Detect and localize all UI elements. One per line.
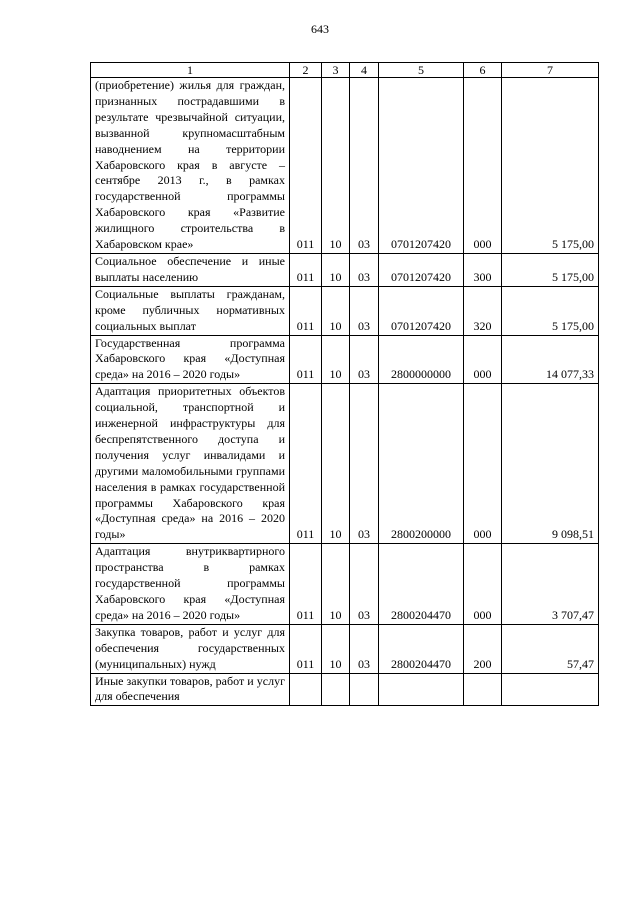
amount: 9 098,51 bbox=[502, 384, 599, 544]
column-header: 7 bbox=[502, 63, 599, 78]
section-code: 10 bbox=[322, 384, 350, 544]
section-code: 10 bbox=[322, 544, 350, 625]
column-header: 2 bbox=[290, 63, 322, 78]
amount: 5 175,00 bbox=[502, 253, 599, 286]
section-code: 10 bbox=[322, 286, 350, 335]
expense-type-code: 320 bbox=[464, 286, 502, 335]
column-header: 4 bbox=[350, 63, 379, 78]
expense-type-code: 300 bbox=[464, 253, 502, 286]
row-description: Закупка товаров, работ и услуг для обеспечения государственных (муниципальных) нужд bbox=[91, 624, 290, 673]
target-article-code: 2800204470 bbox=[379, 544, 464, 625]
expense-type-code: 200 bbox=[464, 624, 502, 673]
subsection-code: 03 bbox=[350, 544, 379, 625]
ministry-code bbox=[290, 673, 322, 706]
section-code: 10 bbox=[322, 335, 350, 384]
row-description: Социальное обеспечение и иные выплаты населению bbox=[91, 253, 290, 286]
ministry-code: 011 bbox=[290, 384, 322, 544]
row-description: (приобретение) жилья для граждан, признанных пострадавшими в результате чрезвычайной ситуации, вызванной крупномасштабным наводнением на территории Хабаровского края в августе – сентябре 2013 г., в рамках государственной программы Хабаровского края «Развитие жилищного строительства в Хабаровском крае» bbox=[91, 78, 290, 254]
budget-table bbox=[90, 62, 599, 706]
page-number: 643 bbox=[311, 22, 329, 36]
expense-type-code: 000 bbox=[464, 384, 502, 544]
subsection-code bbox=[350, 673, 379, 706]
ministry-code: 011 bbox=[290, 544, 322, 625]
amount: 5 175,00 bbox=[502, 286, 599, 335]
table-row bbox=[91, 335, 599, 384]
section-code: 10 bbox=[322, 78, 350, 254]
subsection-code: 03 bbox=[350, 335, 379, 384]
target-article-code: 2800204470 bbox=[379, 624, 464, 673]
target-article-code bbox=[379, 673, 464, 706]
ministry-code: 011 bbox=[290, 78, 322, 254]
section-code: 10 bbox=[322, 624, 350, 673]
column-header: 6 bbox=[464, 63, 502, 78]
ministry-code: 011 bbox=[290, 335, 322, 384]
row-description: Адаптация внутриквартирного пространства в рамках государственной программы Хабаровского края «Доступная среда» на 2016 – 2020 годы» bbox=[91, 544, 290, 625]
amount bbox=[502, 673, 599, 706]
column-header: 3 bbox=[322, 63, 350, 78]
table-row bbox=[91, 544, 599, 625]
amount: 3 707,47 bbox=[502, 544, 599, 625]
target-article-code: 2800000000 bbox=[379, 335, 464, 384]
ministry-code: 011 bbox=[290, 253, 322, 286]
amount: 5 175,00 bbox=[502, 78, 599, 254]
ministry-code: 011 bbox=[290, 286, 322, 335]
expense-type-code bbox=[464, 673, 502, 706]
table-row bbox=[91, 624, 599, 673]
row-description: Адаптация приоритетных объектов социальной, транспортной и инженерной инфраструктуры для беспрепятственного доступа и получения услуг инвалидами и другими маломобильными группами населения в рамках государственной программы Хабаровского края «Доступная среда» на 2016 – 2020 годы» bbox=[91, 384, 290, 544]
expense-type-code: 000 bbox=[464, 544, 502, 625]
table-row bbox=[91, 253, 599, 286]
subsection-code: 03 bbox=[350, 384, 379, 544]
section-code: 10 bbox=[322, 253, 350, 286]
column-header: 5 bbox=[379, 63, 464, 78]
table-row bbox=[91, 286, 599, 335]
section-code bbox=[322, 673, 350, 706]
target-article-code: 0701207420 bbox=[379, 253, 464, 286]
table-row bbox=[91, 673, 599, 706]
expense-type-code: 000 bbox=[464, 335, 502, 384]
row-description: Социальные выплаты гражданам, кроме публичных нормативных социальных выплат bbox=[91, 286, 290, 335]
row-description: Иные закупки товаров, работ и услуг для обеспечения bbox=[91, 673, 290, 706]
subsection-code: 03 bbox=[350, 624, 379, 673]
subsection-code: 03 bbox=[350, 286, 379, 335]
target-article-code: 0701207420 bbox=[379, 286, 464, 335]
subsection-code: 03 bbox=[350, 253, 379, 286]
target-article-code: 0701207420 bbox=[379, 78, 464, 254]
amount: 14 077,33 bbox=[502, 335, 599, 384]
expense-type-code: 000 bbox=[464, 78, 502, 254]
subsection-code: 03 bbox=[350, 78, 379, 254]
target-article-code: 2800200000 bbox=[379, 384, 464, 544]
table-row bbox=[91, 384, 599, 544]
table-row bbox=[91, 78, 599, 254]
table-header-row bbox=[91, 63, 599, 78]
amount: 57,47 bbox=[502, 624, 599, 673]
ministry-code: 011 bbox=[290, 624, 322, 673]
column-header: 1 bbox=[91, 63, 290, 78]
row-description: Государственная программа Хабаровского края «Доступная среда» на 2016 – 2020 годы» bbox=[91, 335, 290, 384]
